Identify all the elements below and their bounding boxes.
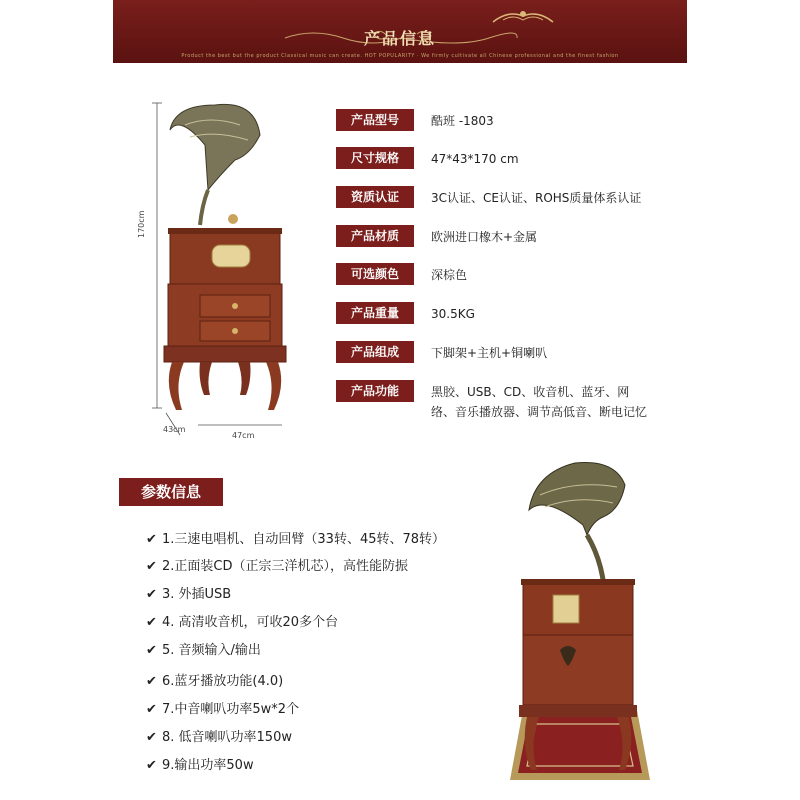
param-item [146,756,254,776]
param-text: 5. 音频输入/输出 [162,643,261,658]
check-icon: ✔ [146,702,157,717]
spec-value: 47*43*170 cm [431,152,519,166]
param-item [146,530,445,550]
page-title: 产品信息 [363,29,436,48]
gramophone-product-image [140,95,300,450]
spec-value: 下脚架+主机+铜喇叭 [431,346,548,360]
check-icon: ✔ [146,758,157,773]
spec-value: 3C认证、CE认证、ROHS质量体系认证 [431,191,642,205]
spec-label: 尺寸规格 [336,147,414,169]
spec-value: 酷班 -1803 [431,114,494,128]
spec-value: 欧洲进口橡木+金属 [431,230,538,244]
spec-value: 深棕色 [431,268,468,282]
param-text: 8. 低音喇叭功率150w [162,730,292,745]
param-item [146,672,283,692]
params-section-title: 参数信息 [119,478,223,506]
param-text: 9.输出功率50w [162,758,254,773]
spec-value: 30.5KG [431,307,475,321]
gramophone-photo-on-rug [505,455,655,787]
spec-label: 资质认证 [336,186,414,208]
height-dimension: 170cm [137,210,146,238]
check-icon: ✔ [146,559,157,574]
width-dimension: 47cm [232,431,255,440]
check-icon: ✔ [146,643,157,658]
crown-ornament-icon [488,8,558,24]
param-text: 2.正面装CD（正宗三洋机芯），高性能防振 [162,559,408,574]
check-icon: ✔ [146,730,157,745]
spec-label: 可选颜色 [336,263,414,285]
param-text: 4. 高清收音机，可收20多个台 [162,615,339,630]
header-banner [113,0,687,63]
param-text: 3. 外插USB [162,587,232,602]
param-item [146,585,231,605]
param-text: 1.三速电唱机、自动回臂（33转、45转、78转） [162,532,446,547]
param-item [146,641,261,661]
spec-label: 产品重量 [336,302,414,324]
spec-value: 黑胶、USB、CD、收音机、蓝牙、网络、音乐播放器、调节高低音、断电记忆 [431,385,648,419]
spec-label: 产品型号 [336,109,414,131]
check-icon: ✔ [146,615,157,630]
param-item [146,728,292,748]
check-icon: ✔ [146,587,157,602]
spec-label: 产品材质 [336,225,414,247]
depth-dimension: 43cm [163,425,186,434]
check-icon: ✔ [146,674,157,689]
param-item [146,557,408,577]
param-item [146,613,338,633]
param-text: 7.中音喇叭功率5w*2个 [162,702,300,717]
spec-label: 产品组成 [336,341,414,363]
header-tagline: Product the best but the product Classical music can create. HOT POPULARITY · We firmly cultivate all Chinese professional and the finest fashion [181,53,619,59]
param-text: 6.蓝牙播放功能(4.0) [162,674,284,689]
param-item [146,700,299,720]
check-icon: ✔ [146,532,157,547]
spec-label: 产品功能 [336,380,414,402]
